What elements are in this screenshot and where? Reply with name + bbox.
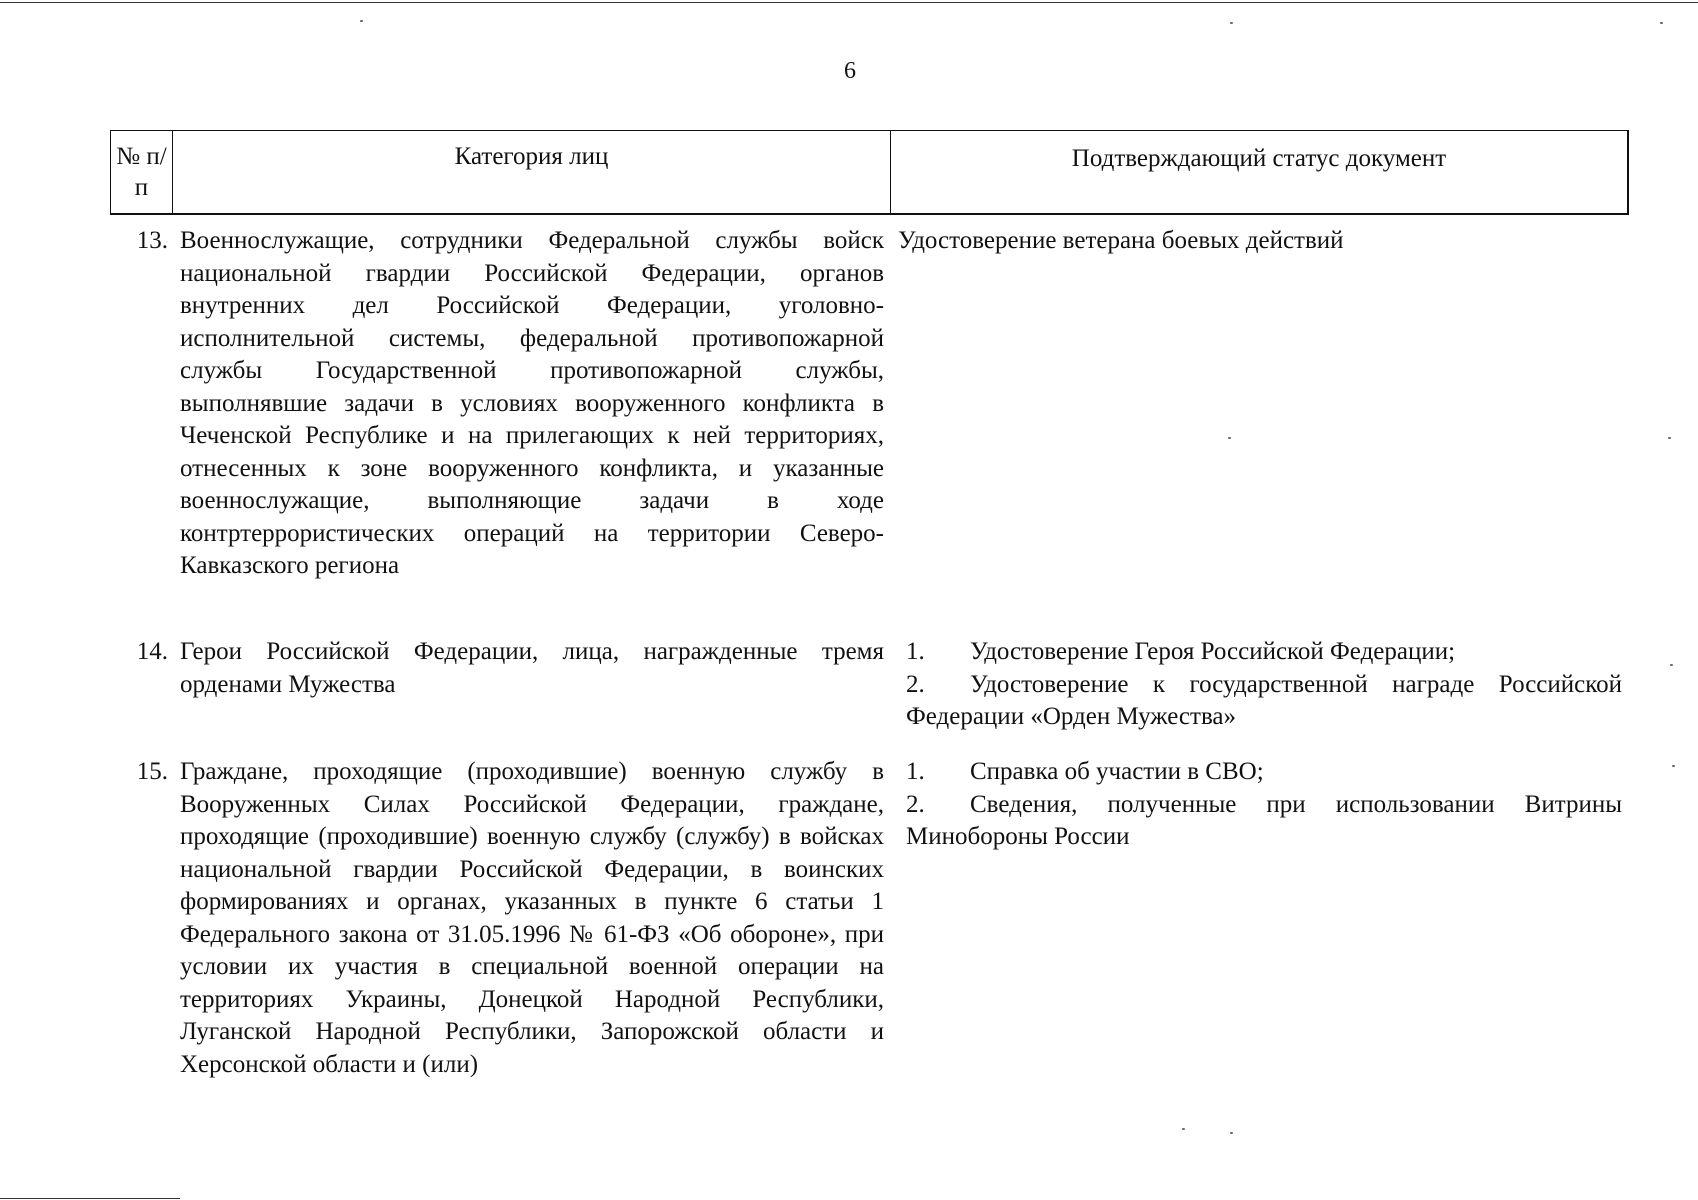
row-documents <box>906 636 1622 734</box>
header-document: Подтверждающий статус документ <box>1071 145 1447 172</box>
list-marker: 2. <box>906 790 925 818</box>
document-item <box>906 789 1622 854</box>
list-marker: 2. <box>906 670 925 698</box>
document-item: Удостоверение ветерана боевых действий <box>898 227 1344 254</box>
document-text: Справка об участии в СВО; <box>970 758 1264 785</box>
row-documents <box>898 225 1614 258</box>
header-category: Категория лиц <box>173 131 891 213</box>
scan-speck <box>1672 765 1675 767</box>
table-header <box>110 130 1629 215</box>
scan-speck <box>1182 1128 1185 1130</box>
row-number: 14. <box>136 638 168 665</box>
row-number: 13. <box>136 227 168 254</box>
row-documents <box>906 756 1622 854</box>
row-category: Военнослужащие, сотрудники Федеральной службы войск национальной гвардии Российской Федерации, органов внутренних дел Российской Федерации, уголовно-исполнительной системы, федеральной противопожарной службы Государственной противопожарной службы, выполнявшие задачи в условиях вооруженного конфликта в Чеченской Республике и на прилегающих к ней территориях, отнесенных к зоне вооруженного конфликта, и указанные военнослужащие, выполняющие задачи в ходе контртеррористических операций на территории Северо-Кавказского региона <box>180 227 884 579</box>
page-number: 6 <box>844 58 856 84</box>
row-number: 15. <box>136 758 168 785</box>
scan-speck <box>1230 22 1233 24</box>
document-item <box>906 756 1622 789</box>
scan-speck <box>1228 437 1231 439</box>
scan-speck <box>1670 664 1673 666</box>
list-marker: 1. <box>906 758 925 785</box>
row-category: Граждане, проходящие (проходившие) военную службу в Вооруженных Силах Российской Федерации, граждане, проходящие (проходившие) военную службу (службу) в войсках национальной гвардии Российской Федерации, в воинских формированиях и органах, указанных в пункте 6 статьи 1 Федерального закона от 31.05.1996 № 61-ФЗ «Об обороне», при условии их участия в специальной военной операции на территориях Украины, Донецкой Народной Республики, Луганской Народной Республики, Запорожской области и Херсонской области и (или) <box>180 758 884 1078</box>
header-number-label: № п/п <box>116 143 167 201</box>
scan-speck <box>1660 22 1663 24</box>
scan-speck <box>1668 437 1671 439</box>
document-item <box>906 636 1622 669</box>
row-category: Герои Российской Федерации, лица, награжденные тремя орденами Мужества <box>180 638 884 698</box>
top-scan-rule <box>0 2 1698 3</box>
scan-speck <box>1230 1132 1233 1134</box>
document-text: Удостоверение к государственной награде Российской Федерации «Орден Мужества» <box>906 670 1622 730</box>
document-text: Удостоверение Героя Российской Федерации; <box>970 638 1456 665</box>
document-text: Сведения, полученные при использовании Витрины Минобороны России <box>906 790 1622 850</box>
document-item <box>906 669 1622 734</box>
footnote-rule <box>0 1198 180 1199</box>
scan-speck <box>360 20 363 22</box>
header-number <box>111 131 173 213</box>
list-marker: 1. <box>906 638 925 665</box>
